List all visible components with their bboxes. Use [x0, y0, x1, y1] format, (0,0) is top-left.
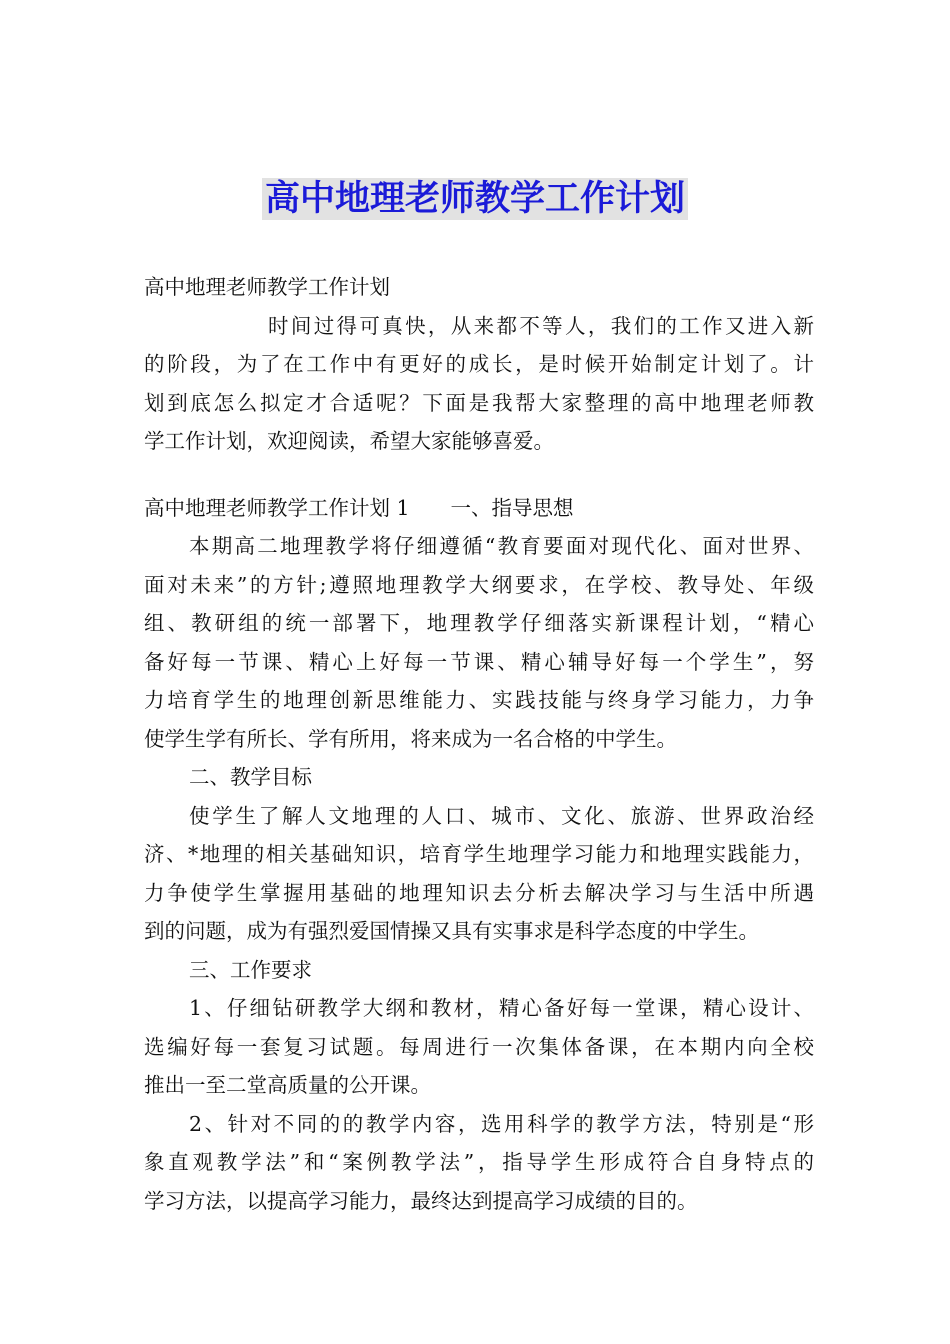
- paragraph-line: 备好每一节课、精心上好每一节课、精心辅导好每一个学生”，努: [144, 649, 814, 674]
- paragraph-line: 选编好每一套复习试题。每周进行一次集体备课，在本期内向全校: [144, 1034, 814, 1059]
- paragraph-line: 面对未来”的方针;遵照地理教学大纲要求，在学校、教导处、年级: [144, 572, 814, 597]
- paragraph-line: 推出一至二堂高质量的公开课。: [144, 1073, 431, 1097]
- paragraph-line: 1、仔细钻研教学大纲和教材，精心备好每一堂课，精心设计、: [189, 996, 814, 1020]
- paragraph-line: 力培育学生的地理创新思维能力、实践技能与终身学习能力，力争: [144, 688, 814, 712]
- section-heading-3: 三、工作要求: [189, 957, 312, 982]
- paragraph-line: 济、*地理的相关基础知识，培育学生地理学习能力和地理实践能力，: [144, 842, 814, 866]
- section-heading-1: 高中地理老师教学工作计划 1 一、指导思想: [144, 495, 574, 520]
- paragraph-line: 学习方法，以提高学习能力，最终达到提高学习成绩的目的。: [144, 1188, 698, 1213]
- paragraph-line: 的阶段，为了在工作中有更好的成长，是时候开始制定计划了。计: [144, 352, 814, 376]
- paragraph-line: 力争使学生掌握用基础的地理知识去分析去解决学习与生活中所遇: [144, 880, 814, 905]
- requirement-item-1: [144, 989, 814, 1105]
- paragraph-line: 2、针对不同的的教学内容，选用科学的教学方法，特别是“形: [189, 1111, 814, 1136]
- paragraph-line: 使学生了解人文地理的人口、城市、文化、旅游、世界政治经: [189, 803, 814, 828]
- title-container: [0, 178, 950, 220]
- document-title: 高中地理老师教学工作计划: [262, 178, 688, 220]
- paragraph-line: 本期高二地理教学将仔细遵循“教育要面对现代化、面对世界、: [189, 534, 814, 558]
- guiding-ideas-paragraph: [144, 527, 814, 758]
- paragraph-line: 使学生学有所长、学有所用，将来成为一名合格的中学生。: [144, 726, 677, 751]
- paragraph-line: 象直观教学法”和“案例教学法”，指导学生形成符合自身特点的: [144, 1150, 814, 1174]
- paragraph-line: 时间过得可真快，从来都不等人，我们的工作又进入新: [268, 313, 814, 338]
- requirement-item-2: [144, 1105, 814, 1221]
- paragraph-line: 学工作计划，欢迎阅读，希望大家能够喜爱。: [144, 429, 554, 453]
- section-heading-2: 二、教学目标: [189, 765, 312, 789]
- paragraph-line: 划到底怎么拟定才合适呢？下面是我帮大家整理的高中地理老师教: [144, 390, 814, 415]
- intro-paragraph: [144, 307, 814, 461]
- teaching-goals-paragraph: [144, 797, 814, 951]
- document-body: [144, 268, 814, 1220]
- paragraph-gap: [144, 461, 814, 489]
- paragraph-line: 组、教研组的统一部署下，地理教学仔细落实新课程计划，“精心: [144, 611, 814, 635]
- paragraph-line: 到的问题，成为有强烈爱国情操又具有实事求是科学态度的中学生。: [144, 919, 759, 943]
- subtitle: 高中地理老师教学工作计划: [144, 275, 390, 299]
